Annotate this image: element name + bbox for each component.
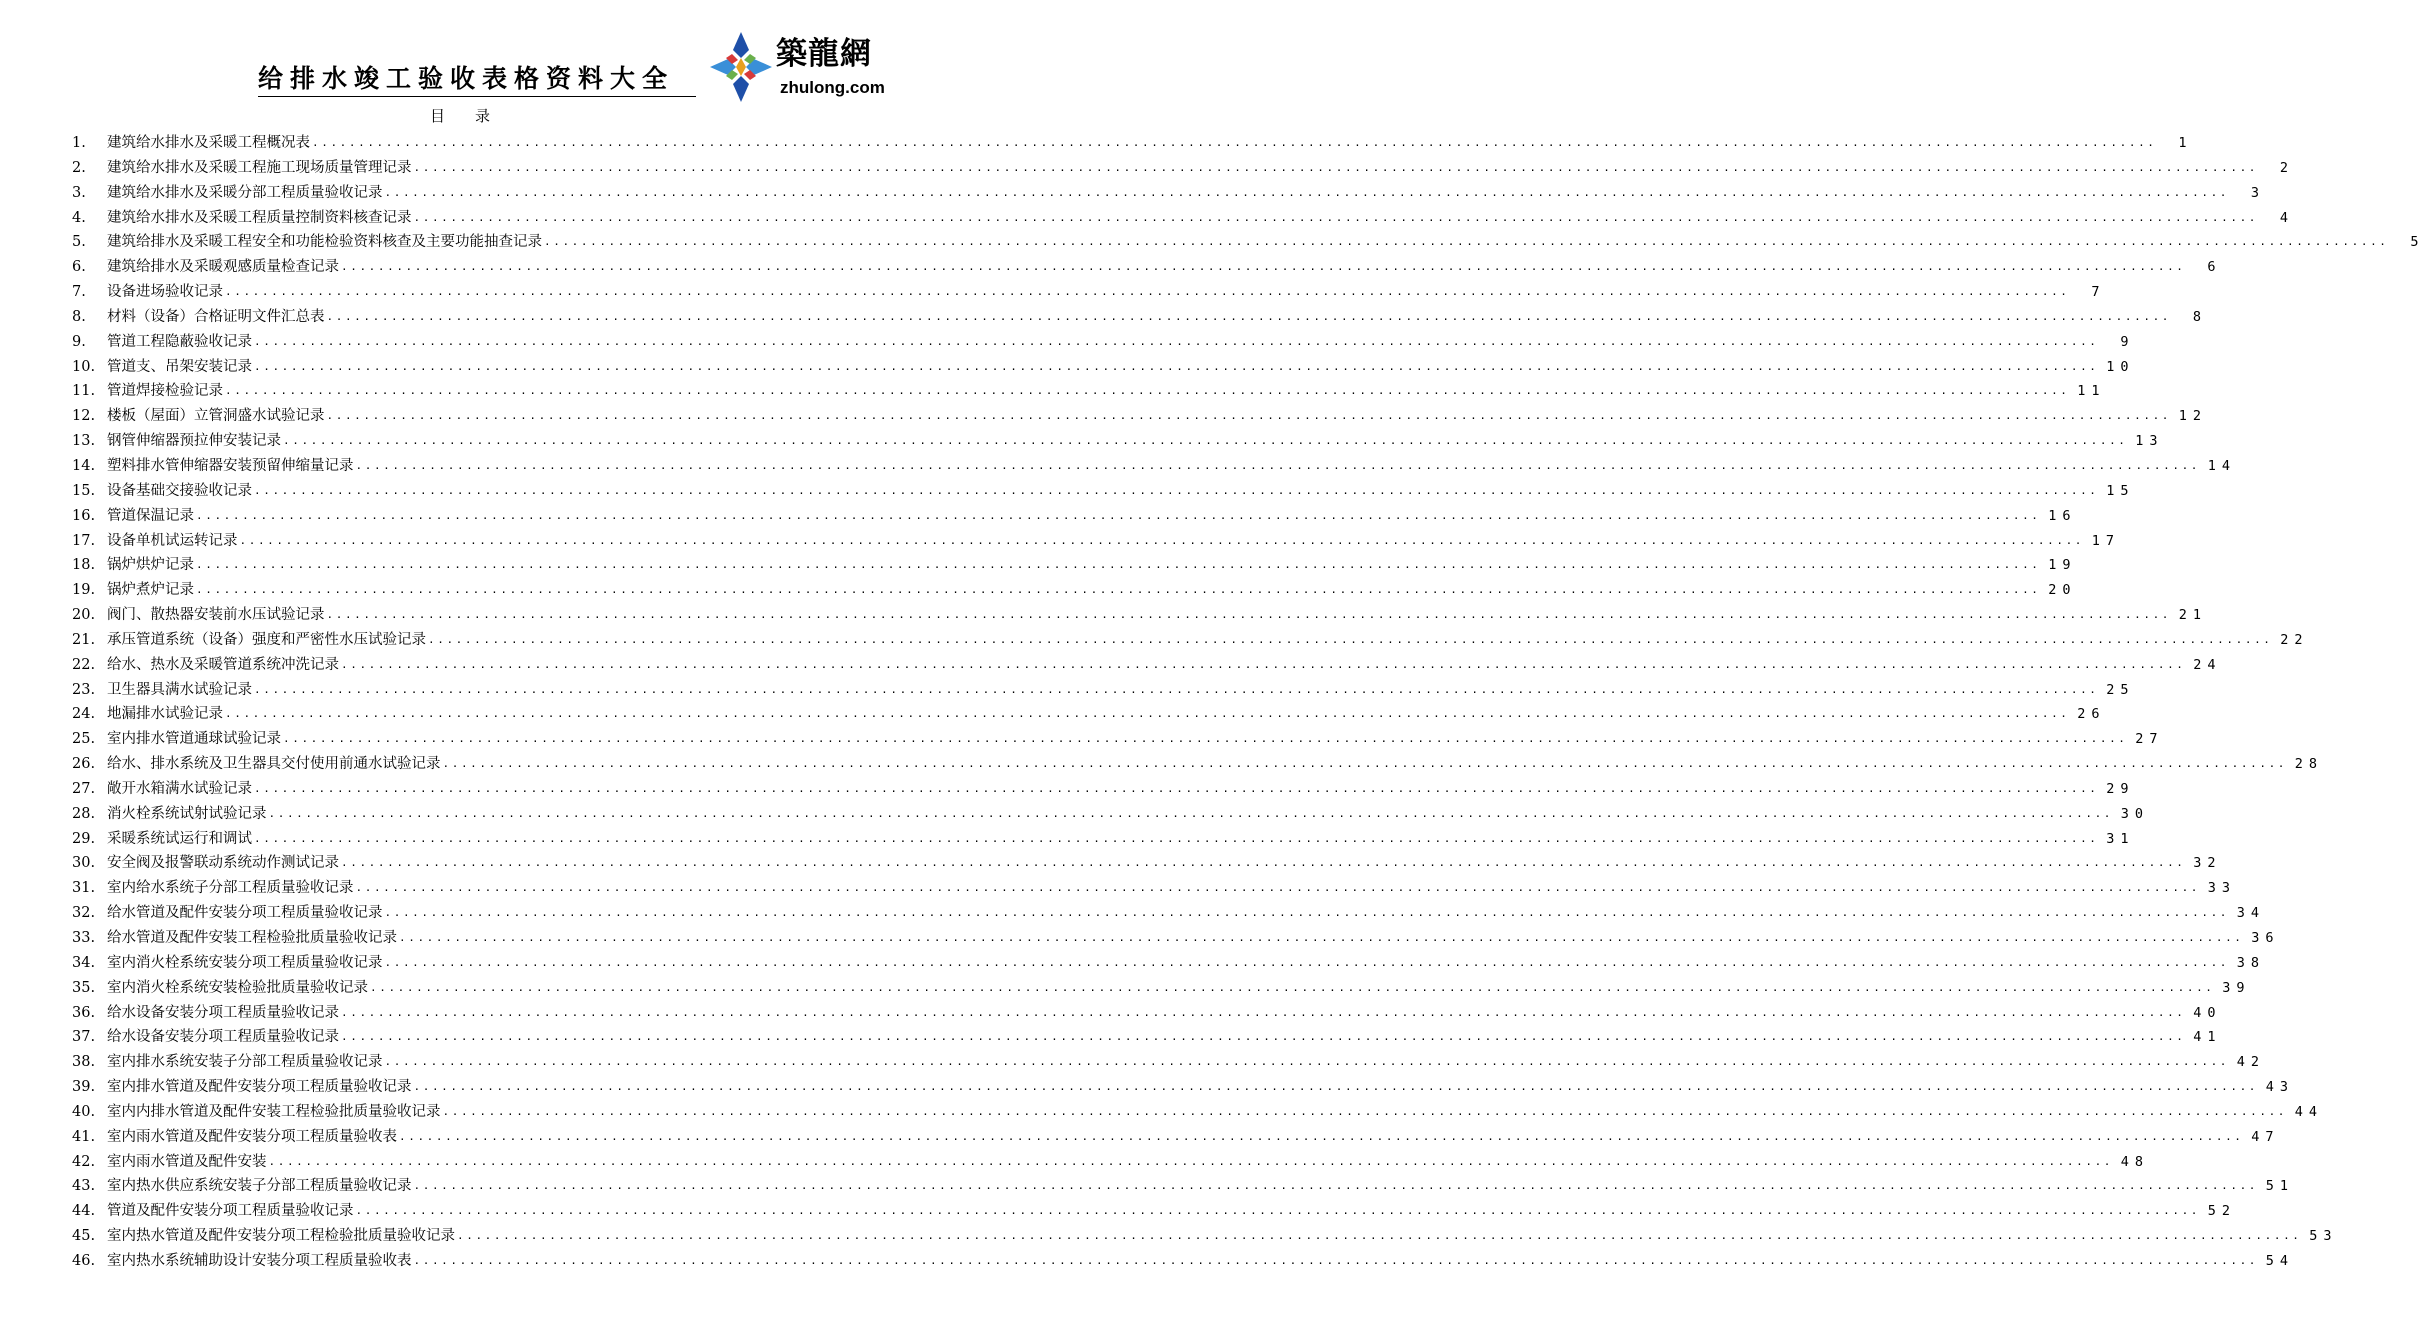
- toc-entry-number: 30.: [72, 855, 96, 872]
- toc-entry-title: 材料（设备）合格证明文件汇总表: [107, 308, 325, 325]
- toc-dot-leader: ........................................................................................................................................................................................................: [413, 1179, 2259, 1193]
- toc-entry[interactable]: [72, 156, 2295, 181]
- toc-entry[interactable]: [72, 752, 2324, 777]
- toc-entry-title: 管道保温记录: [107, 507, 194, 524]
- toc-entry-title: 钢管伸缩器预拉伸安装记录: [107, 433, 281, 450]
- toc-entry-title: 室内内排水管道及配件安装工程检验批质量验收记录: [107, 1103, 441, 1120]
- toc-entry[interactable]: [72, 404, 2208, 429]
- toc-entry-page-number: 53: [2309, 1228, 2338, 1245]
- toc-entry[interactable]: [72, 181, 2266, 206]
- toc-entry-line: [107, 1001, 2222, 1026]
- toc-entry-title: 消火栓系统试射试验记录: [107, 805, 267, 822]
- toc-entry-title: 管道支、吊架安装记录: [107, 358, 252, 375]
- toc-entry-page-number: 33: [2207, 880, 2237, 897]
- toc-entry[interactable]: [72, 1224, 2338, 1249]
- toc-entry-line: [107, 553, 2077, 578]
- toc-entry-line: [107, 404, 2208, 429]
- toc-entry-page-number: 41: [2193, 1029, 2222, 1046]
- toc-entry-number: 1.: [72, 135, 86, 151]
- toc-entry-line: [107, 603, 2208, 628]
- toc-entry-number: 41.: [72, 1128, 96, 1145]
- toc-entry-number: 33.: [72, 930, 96, 946]
- toc-entry-number: 4.: [72, 209, 86, 226]
- toc-entry-title: 室内消火栓系统安装检验批质量验收记录: [107, 979, 368, 996]
- toc-entry-page-number: 15: [2106, 482, 2135, 499]
- toc-entry-title: 室内排水管道通球试验记录: [107, 731, 281, 748]
- logo-chinese-text: 築龍網: [776, 36, 872, 72]
- toc-entry-title: 设备单机试运转记录: [107, 532, 238, 549]
- toc-entry-line: [107, 330, 2135, 355]
- toc-entry[interactable]: [72, 504, 2077, 529]
- toc-entry-number: 5.: [72, 234, 86, 251]
- toc-dot-leader: ........................................................................................................................................................................................................: [196, 558, 2041, 572]
- toc-heading: 目录: [430, 107, 521, 125]
- toc-entry-number: 22.: [72, 656, 96, 673]
- toc-entry[interactable]: [72, 255, 2222, 280]
- toc-entry-number: 37.: [72, 1029, 96, 1046]
- toc-dot-leader: ........................................................................................................................................................................................................: [384, 906, 2230, 920]
- document-title: 给排水竣工验收表格资料大全: [258, 64, 696, 97]
- toc-entry-page-number: 27: [2135, 731, 2164, 748]
- toc-entry-page-number: 22: [2280, 631, 2309, 648]
- toc-entry-title: 楼板（屋面）立管洞盛水试验记录: [107, 408, 325, 425]
- toc-entry[interactable]: [72, 1125, 2280, 1150]
- toc-entry[interactable]: [72, 305, 2208, 330]
- toc-entry-page-number: 10: [2106, 358, 2135, 375]
- toc-entry-line: [107, 777, 2135, 802]
- toc-dot-leader: ........................................................................................................................................................................................................: [355, 458, 2201, 472]
- toc-entry-page-number: 38: [2236, 954, 2266, 971]
- toc-entry-number: 20.: [72, 607, 96, 624]
- toc-entry-title: 室内给水系统子分部工程质量验收记录: [107, 880, 354, 897]
- toc-dot-leader: ........................................................................................................................................................................................................: [312, 136, 2157, 149]
- toc-entry-title: 建筑给水排水及采暖工程质量控制资料核查记录: [107, 209, 412, 226]
- toc-entry-line: [107, 379, 2106, 404]
- toc-entry-number: 42.: [72, 1153, 96, 1170]
- toc-dot-leader: ........................................................................................................................................................................................................: [384, 185, 2230, 199]
- toc-entry-title: 建筑给水排水及采暖工程施工现场质量管理记录: [107, 159, 412, 176]
- toc-entry-line: [107, 653, 2222, 678]
- toc-entry-title: 承压管道系统（设备）强度和严密性水压试验记录: [107, 631, 426, 648]
- toc-entry[interactable]: [72, 678, 2135, 703]
- toc-entry-page-number: 44: [2294, 1103, 2324, 1120]
- toc-entry-line: [107, 901, 2266, 926]
- toc-entry[interactable]: [72, 603, 2208, 628]
- toc-dot-leader: ........................................................................................................................................................................................................: [413, 1080, 2259, 1094]
- toc-dot-leader: ........................................................................................................................................................................................................: [196, 583, 2041, 597]
- toc-dot-leader: ........................................................................................................................................................................................................: [341, 1030, 2186, 1044]
- toc-dot-leader: ........................................................................................................................................................................................................: [326, 309, 2172, 323]
- toc-entry-title: 建筑给排水及采暖工程安全和功能检验资料核查及主要功能抽查记录: [107, 234, 542, 251]
- toc-entry-title: 卫生器具满水试验记录: [107, 681, 252, 698]
- toc-dot-leader: ........................................................................................................................................................................................................: [283, 434, 2128, 448]
- toc-entry-line: [107, 802, 2150, 827]
- toc-entry[interactable]: [72, 454, 2237, 479]
- toc-entry[interactable]: [72, 529, 2121, 554]
- toc-entry-number: 6.: [72, 259, 86, 276]
- toc-entry-number: 27.: [72, 780, 96, 797]
- toc-entry-number: 7.: [72, 284, 86, 301]
- toc-entry-page-number: 28: [2294, 756, 2324, 773]
- toc-dot-leader: ........................................................................................................................................................................................................: [196, 508, 2041, 522]
- toc-entry-line: [107, 181, 2266, 206]
- toc-dot-leader: ........................................................................................................................................................................................................: [442, 757, 2288, 771]
- toc-dot-leader: ........................................................................................................................................................................................................: [254, 334, 2099, 348]
- toc-dot-leader: ........................................................................................................................................................................................................: [254, 483, 2099, 497]
- toc-entry[interactable]: [72, 702, 2106, 727]
- toc-dot-leader: ........................................................................................................................................................................................................: [544, 235, 2389, 249]
- toc-dot-leader: ........................................................................................................................................................................................................: [254, 831, 2099, 845]
- toc-entry-page-number: 3: [2250, 184, 2266, 201]
- toc-entry-page-number: 42: [2236, 1054, 2266, 1071]
- toc-entry-number: 28.: [72, 805, 96, 822]
- toc-entry-line: [107, 206, 2295, 231]
- toc-entry-line: [107, 1150, 2150, 1175]
- toc-entry-title: 敞开水箱满水试验记录: [107, 780, 252, 797]
- toc-entry-line: [107, 305, 2208, 330]
- toc-entry-line: [107, 504, 2077, 529]
- toc-entry-page-number: 47: [2251, 1128, 2280, 1145]
- toc-entry-page-number: 1: [2178, 135, 2193, 151]
- toc-entry[interactable]: [72, 926, 2280, 951]
- toc-entry-line: [107, 752, 2324, 777]
- toc-entry[interactable]: [72, 131, 2193, 156]
- toc-entry[interactable]: [72, 951, 2266, 976]
- toc-entry-title: 室内消火栓系统安装分项工程质量验收记录: [107, 954, 383, 971]
- toc-entry-page-number: 24: [2193, 656, 2222, 673]
- toc-dot-leader: ........................................................................................................................................................................................................: [254, 359, 2099, 373]
- zhulong-logo-icon: [708, 30, 774, 104]
- toc-entry-number: 23.: [72, 681, 96, 698]
- toc-entry-page-number: 6: [2207, 259, 2222, 276]
- toc-dot-leader: ........................................................................................................................................................................................................: [428, 632, 2273, 646]
- toc-entry-title: 管道焊接检验记录: [107, 383, 223, 400]
- toc-dot-leader: ........................................................................................................................................................................................................: [413, 210, 2259, 224]
- toc-entry[interactable]: [72, 355, 2135, 380]
- toc-entry-number: 21.: [72, 631, 96, 648]
- toc-dot-leader: ........................................................................................................................................................................................................: [268, 1154, 2114, 1168]
- toc-entry-number: 11.: [72, 383, 96, 400]
- toc-entry-title: 地漏排水试验记录: [107, 706, 223, 723]
- toc-entry-title: 室内雨水管道及配件安装分项工程质量验收表: [107, 1128, 397, 1145]
- toc-entry-line: [107, 429, 2164, 454]
- toc-entry[interactable]: [72, 1199, 2237, 1224]
- toc-entry-number: 13.: [72, 433, 96, 450]
- toc-entry-title: 给水管道及配件安装工程检验批质量验收记录: [107, 930, 397, 946]
- toc-entry-title: 采暖系统试运行和调试: [107, 830, 252, 847]
- toc-entry-page-number: 34: [2236, 905, 2266, 922]
- toc-dot-leader: ........................................................................................................................................................................................................: [399, 931, 2244, 944]
- toc-entry-title: 锅炉烘炉记录: [107, 557, 194, 574]
- toc-entry-title: 给水设备安装分项工程质量验收记录: [107, 1029, 339, 1046]
- toc-entry-line: [107, 827, 2135, 852]
- toc-entry-page-number: 32: [2193, 855, 2222, 872]
- zhulong-logo: [708, 30, 885, 108]
- toc-entry-title: 建筑给水排水及采暖分部工程质量验收记录: [107, 184, 383, 201]
- toc-dot-leader: ........................................................................................................................................................................................................: [355, 1204, 2201, 1218]
- toc-dot-leader: ........................................................................................................................................................................................................: [341, 657, 2186, 671]
- toc-dot-leader: ........................................................................................................................................................................................................: [442, 1104, 2288, 1118]
- toc-entry-number: 19.: [72, 582, 96, 599]
- toc-entry-number: 2.: [72, 159, 86, 176]
- toc-entry-number: 15.: [72, 482, 96, 499]
- toc-entry-number: 8.: [72, 308, 86, 325]
- toc-entry-number: 34.: [72, 954, 96, 971]
- toc-dot-leader: ........................................................................................................................................................................................................: [254, 781, 2099, 795]
- toc-entry-number: 44.: [72, 1203, 96, 1220]
- toc-entry-page-number: 52: [2207, 1203, 2237, 1220]
- toc-entry-page-number: 11: [2077, 383, 2106, 400]
- toc-dot-leader: ........................................................................................................................................................................................................: [225, 285, 2070, 299]
- toc-entry-line: [107, 851, 2222, 876]
- toc-entry[interactable]: [72, 553, 2077, 578]
- toc-entry[interactable]: [72, 1050, 2266, 1075]
- toc-entry[interactable]: [72, 280, 2106, 305]
- toc-entry-title: 室内热水管道及配件安装分项工程检验批质量验收记录: [107, 1228, 455, 1245]
- toc-entry-page-number: 5: [2410, 234, 2425, 251]
- toc-entry-page-number: 14: [2207, 457, 2237, 474]
- toc-entry-number: 14.: [72, 457, 96, 474]
- toc-entry[interactable]: [72, 479, 2135, 504]
- toc-entry-title: 阀门、散热器安装前水压试验记录: [107, 607, 325, 624]
- toc-entry-title: 设备进场验收记录: [107, 284, 223, 301]
- toc-entry-title: 安全阀及报警联动系统动作测试记录: [107, 855, 339, 872]
- toc-entry-page-number: 2: [2279, 159, 2295, 176]
- toc-entry-line: [107, 479, 2135, 504]
- toc-entry-title: 锅炉煮炉记录: [107, 582, 194, 599]
- toc-entry-number: 18.: [72, 557, 96, 574]
- toc-entry[interactable]: [72, 1150, 2150, 1175]
- toc-entry-number: 12.: [72, 408, 96, 425]
- toc-entry-title: 室内排水管道及配件安装分项工程质量验收记录: [107, 1079, 412, 1096]
- toc-entry-number: 31.: [72, 880, 96, 897]
- toc-entry-line: [107, 578, 2077, 603]
- toc-entry[interactable]: [72, 1075, 2295, 1100]
- toc-entry[interactable]: [72, 230, 2425, 255]
- toc-entry-page-number: 48: [2120, 1153, 2150, 1170]
- toc-entry[interactable]: [72, 1249, 2295, 1274]
- toc-entry-line: [107, 628, 2309, 653]
- toc-entry-title: 给水、排水系统及卫生器具交付使用前通水试验记录: [107, 756, 441, 773]
- toc-dot-leader: ........................................................................................................................................................................................................: [239, 533, 2085, 547]
- toc-dot-leader: ........................................................................................................................................................................................................: [384, 1055, 2230, 1069]
- toc-entry-page-number: 39: [2222, 979, 2251, 996]
- toc-entry-line: [107, 255, 2222, 280]
- toc-entry-line: [107, 1075, 2295, 1100]
- toc-entry-number: 16.: [72, 507, 96, 524]
- toc-entry-number: 26.: [72, 756, 96, 773]
- toc-entry-title: 室内热水供应系统安装子分部工程质量验收记录: [107, 1178, 412, 1195]
- toc-entry[interactable]: [72, 876, 2237, 901]
- toc-entry-line: [107, 976, 2251, 1001]
- toc-entry-title: 给水设备安装分项工程质量验收记录: [107, 1004, 339, 1021]
- toc-dot-leader: ........................................................................................................................................................................................................: [225, 384, 2070, 398]
- toc-entry-line: [107, 951, 2266, 976]
- toc-entry[interactable]: [72, 206, 2295, 231]
- toc-dot-leader: ........................................................................................................................................................................................................: [268, 806, 2114, 820]
- toc-entry-line: [107, 156, 2295, 181]
- toc-entry[interactable]: [72, 1001, 2222, 1026]
- toc-entry-line: [107, 1125, 2280, 1150]
- toc-entry-line: [107, 1100, 2324, 1125]
- toc-entry-page-number: 16: [2048, 507, 2077, 524]
- toc-dot-leader: ........................................................................................................................................................................................................: [355, 881, 2201, 895]
- toc-entry-number: 46.: [72, 1252, 96, 1269]
- toc-entry-page-number: 20: [2048, 582, 2077, 599]
- toc-entry-number: 43.: [72, 1178, 96, 1195]
- toc-dot-leader: ........................................................................................................................................................................................................: [384, 955, 2230, 969]
- toc-entry-page-number: 19: [2048, 557, 2077, 574]
- toc-entry-number: 35.: [72, 979, 96, 996]
- toc-entry[interactable]: [72, 429, 2164, 454]
- toc-entry-page-number: 26: [2077, 706, 2106, 723]
- toc-entry-page-number: 30: [2120, 805, 2150, 822]
- toc-entry-line: [107, 355, 2135, 380]
- toc-entry[interactable]: [72, 379, 2106, 404]
- toc-entry[interactable]: [72, 802, 2150, 827]
- table-of-contents: [72, 131, 2425, 1274]
- toc-dot-leader: ........................................................................................................................................................................................................: [457, 1229, 2302, 1243]
- toc-entry-line: [107, 529, 2121, 554]
- toc-entry-number: 17.: [72, 532, 96, 549]
- toc-entry[interactable]: [72, 628, 2309, 653]
- toc-dot-leader: ........................................................................................................................................................................................................: [341, 260, 2186, 274]
- toc-entry-page-number: 29: [2106, 780, 2135, 797]
- toc-entry-title: 室内排水系统安装子分部工程质量验收记录: [107, 1054, 383, 1071]
- toc-entry-number: 38.: [72, 1054, 96, 1071]
- toc-dot-leader: ........................................................................................................................................................................................................: [370, 980, 2215, 994]
- toc-entry-page-number: 17: [2091, 532, 2121, 549]
- toc-entry-number: 36.: [72, 1004, 96, 1021]
- toc-entry-page-number: 12: [2178, 408, 2208, 425]
- toc-entry-number: 3.: [72, 184, 86, 201]
- toc-entry-page-number: 8: [2192, 308, 2208, 325]
- toc-entry[interactable]: [72, 1100, 2324, 1125]
- toc-entry-page-number: 4: [2279, 209, 2295, 226]
- toc-entry-number: 29.: [72, 830, 96, 847]
- toc-dot-leader: ........................................................................................................................................................................................................: [399, 1129, 2244, 1143]
- toc-entry-line: [107, 678, 2135, 703]
- toc-entry-line: [107, 280, 2106, 305]
- toc-entry-title: 管道及配件安装分项工程质量验收记录: [107, 1203, 354, 1220]
- toc-entry-line: [107, 131, 2193, 156]
- toc-entry-page-number: 13: [2135, 433, 2164, 450]
- toc-entry[interactable]: [72, 578, 2077, 603]
- toc-entry-title: 室内雨水管道及配件安装: [107, 1153, 267, 1170]
- toc-entry-title: 设备基础交接验收记录: [107, 482, 252, 499]
- toc-dot-leader: ........................................................................................................................................................................................................: [341, 856, 2186, 870]
- toc-entry-line: [107, 1249, 2295, 1274]
- toc-entry-line: [107, 454, 2237, 479]
- toc-entry-line: [107, 1224, 2338, 1249]
- toc-entry-line: [107, 1050, 2266, 1075]
- toc-entry-line: [107, 1025, 2222, 1050]
- toc-entry[interactable]: [72, 1174, 2295, 1199]
- toc-entry-number: 32.: [72, 905, 96, 922]
- toc-entry-page-number: 54: [2265, 1252, 2295, 1269]
- toc-dot-leader: ........................................................................................................................................................................................................: [326, 608, 2172, 622]
- toc-dot-leader: ........................................................................................................................................................................................................: [326, 409, 2172, 423]
- toc-entry-line: [107, 926, 2280, 951]
- toc-entry-title: 给水管道及配件安装分项工程质量验收记录: [107, 905, 383, 922]
- toc-entry-number: 39.: [72, 1079, 96, 1096]
- toc-entry-line: [107, 1199, 2237, 1224]
- toc-entry-page-number: 43: [2265, 1079, 2295, 1096]
- toc-entry-page-number: 9: [2120, 333, 2135, 350]
- toc-entry-page-number: 21: [2178, 607, 2208, 624]
- toc-entry-page-number: 31: [2106, 830, 2135, 847]
- toc-dot-leader: ........................................................................................................................................................................................................: [254, 682, 2099, 696]
- toc-entry[interactable]: [72, 653, 2222, 678]
- toc-entry-number: 45.: [72, 1228, 96, 1245]
- toc-entry-line: [107, 876, 2237, 901]
- toc-dot-leader: ........................................................................................................................................................................................................: [341, 1005, 2186, 1019]
- toc-entry-page-number: 40: [2193, 1004, 2222, 1021]
- toc-entry-line: [107, 727, 2164, 752]
- toc-entry-line: [107, 1174, 2295, 1199]
- toc-entry-title: 塑料排水管伸缩器安装预留伸缩量记录: [107, 457, 354, 474]
- toc-entry[interactable]: [72, 1025, 2222, 1050]
- toc-entry-page-number: 51: [2265, 1178, 2295, 1195]
- toc-entry-number: 40.: [72, 1103, 96, 1120]
- toc-entry[interactable]: [72, 976, 2251, 1001]
- toc-entry[interactable]: [72, 777, 2135, 802]
- toc-entry-page-number: 25: [2106, 681, 2135, 698]
- toc-entry-title: 管道工程隐蔽验收记录: [107, 333, 252, 350]
- toc-entry-page-number: 7: [2091, 284, 2106, 301]
- toc-entry[interactable]: [72, 330, 2135, 355]
- toc-entry[interactable]: [72, 727, 2164, 752]
- toc-entry-line: [107, 702, 2106, 727]
- toc-entry-title: 建筑给水排水及采暖工程概况表: [107, 135, 310, 151]
- toc-entry-number: 25.: [72, 731, 96, 748]
- toc-entry[interactable]: [72, 851, 2222, 876]
- toc-entry-title: 建筑给排水及采暖观感质量检查记录: [107, 259, 339, 276]
- toc-entry[interactable]: [72, 901, 2266, 926]
- toc-entry-number: 10.: [72, 358, 96, 375]
- toc-entry-number: 9.: [72, 333, 86, 350]
- toc-dot-leader: ........................................................................................................................................................................................................: [413, 1253, 2259, 1267]
- toc-entry-number: 24.: [72, 706, 96, 723]
- toc-dot-leader: ........................................................................................................................................................................................................: [225, 707, 2070, 721]
- toc-dot-leader: ........................................................................................................................................................................................................: [413, 160, 2259, 174]
- toc-dot-leader: ........................................................................................................................................................................................................: [283, 732, 2128, 746]
- toc-entry-page-number: 36: [2251, 930, 2280, 946]
- toc-entry-line: [107, 230, 2425, 255]
- toc-entry-title: 给水、热水及采暖管道系统冲洗记录: [107, 656, 339, 673]
- toc-entry[interactable]: [72, 827, 2135, 852]
- toc-entry-title: 室内热水系统辅助设计安装分项工程质量验收表: [107, 1252, 412, 1269]
- logo-domain-text: zhulong.com: [780, 78, 885, 97]
